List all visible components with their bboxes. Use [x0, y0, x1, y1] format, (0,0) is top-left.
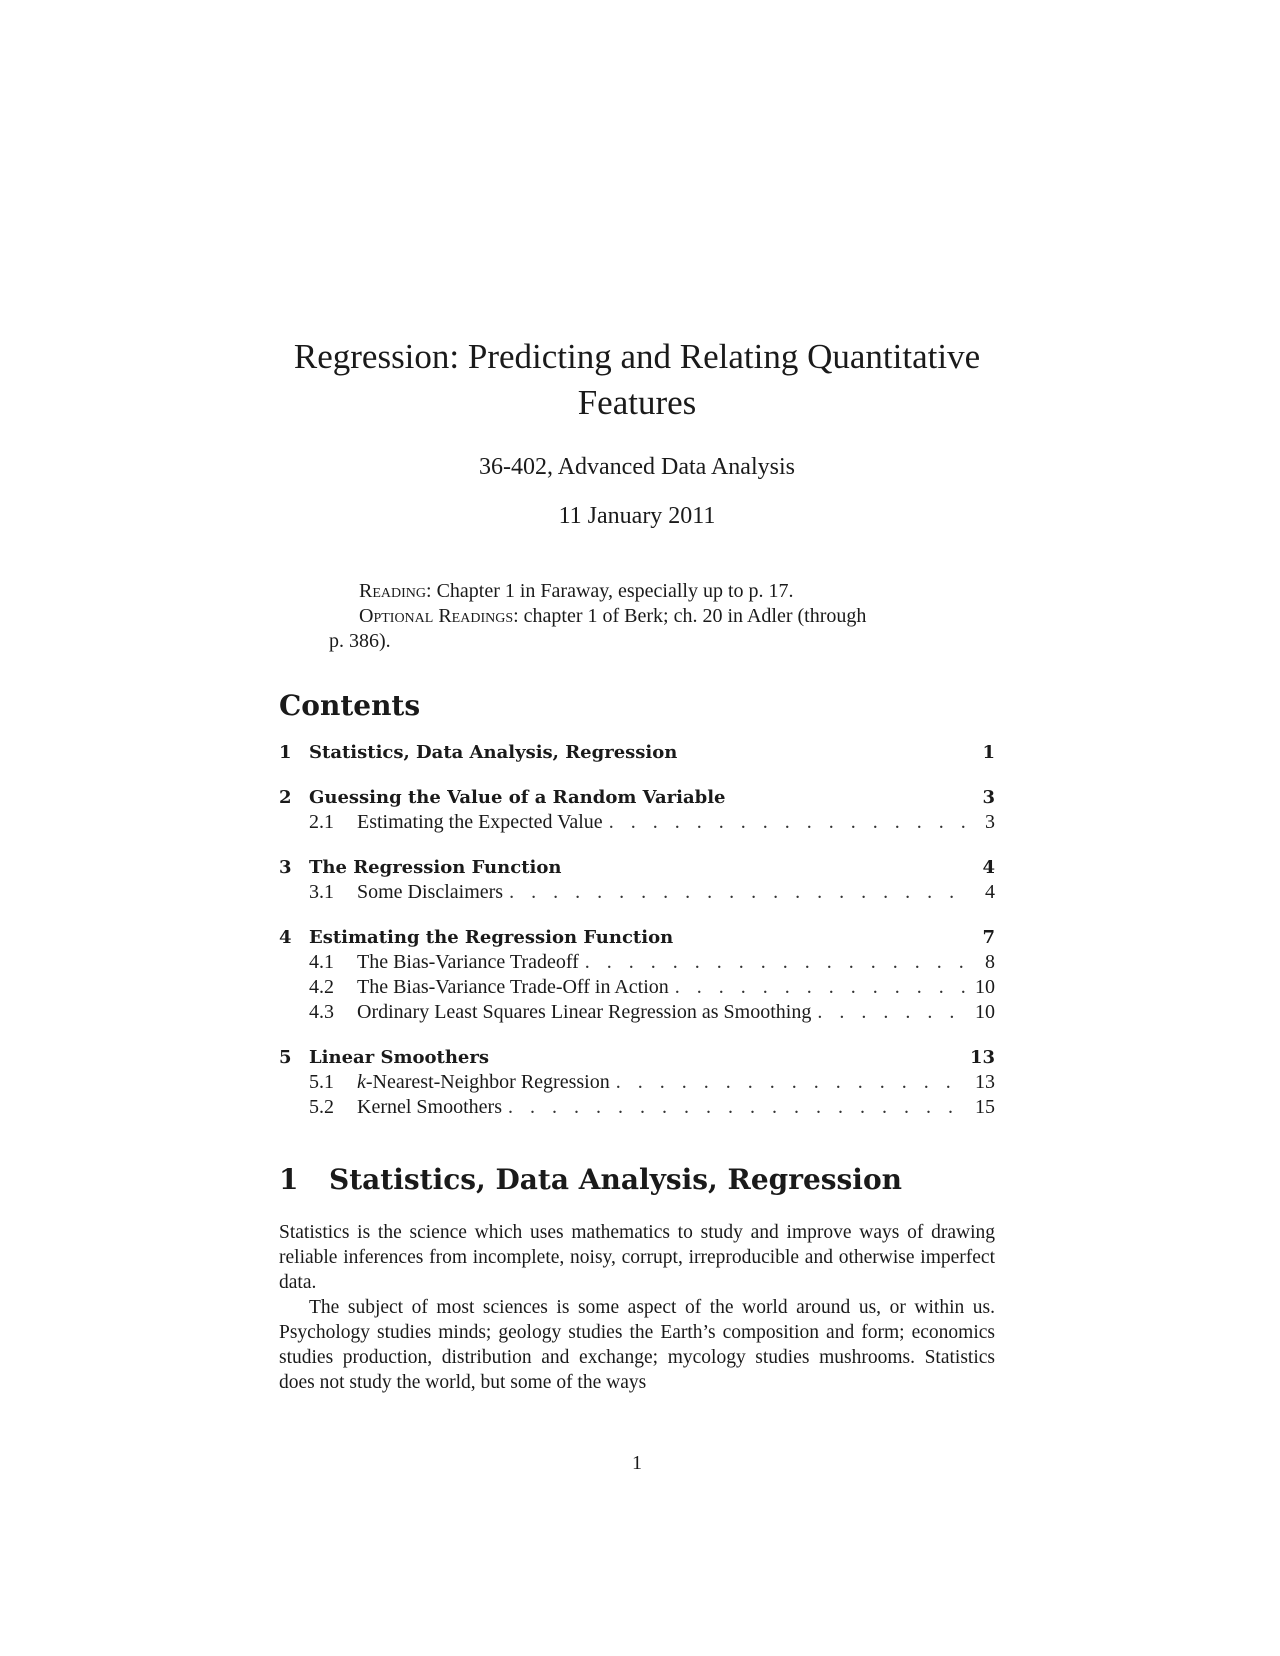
toc-entry-page: 8: [985, 951, 995, 973]
toc-entry-number: 2.1: [309, 811, 334, 833]
optional-reading-line: [329, 604, 989, 629]
optional-reading-label: Optional Readings:: [359, 605, 519, 627]
toc-entry-page: 10: [975, 976, 995, 998]
optional-reading-text: chapter 1 of Berk; ch. 20 in Adler (through: [523, 605, 867, 627]
toc-leader-dots: [508, 1095, 967, 1120]
toc-entry-subsection[interactable]: [279, 975, 995, 1000]
toc-entry-page: 4: [982, 857, 995, 878]
toc-entry-section[interactable]: [279, 925, 995, 950]
toc-entry-label: Kernel Smoothers: [357, 1096, 502, 1118]
optional-reading-continued: p. 386).: [329, 630, 391, 652]
toc-group: [279, 1045, 995, 1120]
toc-entry-number: 3.1: [309, 881, 334, 903]
toc-entry-number: 1: [279, 742, 292, 763]
toc-entry-page: 13: [975, 1071, 995, 1093]
contents-heading: Contents: [279, 689, 421, 722]
toc-group: [279, 855, 995, 905]
toc-leader-dots: [616, 1070, 967, 1095]
toc-entry-number: 4.3: [309, 1001, 334, 1023]
page-number: 1: [632, 1452, 642, 1474]
title-line-2: Features: [577, 383, 697, 422]
document-page: [279, 0, 995, 1656]
toc-entry-subsection[interactable]: [279, 810, 995, 835]
section-heading: [279, 1163, 902, 1196]
course-name: 36-402, Advanced Data Analysis: [479, 454, 795, 480]
toc-entry-label: Estimating the Expected Value: [357, 811, 603, 833]
toc-entry-page: 3: [985, 811, 995, 833]
toc-entry-label: The Bias-Variance Trade-Off in Action: [357, 976, 669, 998]
toc-entry-label: Some Disclaimers: [357, 881, 504, 903]
reading-line: [329, 579, 989, 604]
toc-entry-section[interactable]: [279, 785, 995, 810]
toc-leader-dots: [817, 1000, 967, 1025]
toc-entry-label: Linear Smoothers: [309, 1047, 489, 1068]
toc-group: [279, 740, 995, 765]
title-line-1: Regression: Predicting and Relating Quantitative: [293, 337, 981, 376]
toc-leader-dots: [509, 880, 967, 905]
toc-entry-page: 3: [982, 787, 995, 808]
document-title: [279, 334, 995, 426]
toc-entry-page: 4: [985, 881, 995, 903]
toc-entry-number: 4.2: [309, 976, 334, 998]
toc-entry-page: 7: [982, 927, 995, 948]
document-date: 11 January 2011: [558, 503, 716, 529]
toc-entry-section[interactable]: [279, 1045, 995, 1070]
toc-entry-page: 15: [975, 1096, 995, 1118]
toc-entry-number: 4.1: [309, 951, 334, 973]
table-of-contents: [279, 740, 995, 1140]
toc-entry-label: The Regression Function: [309, 857, 562, 878]
toc-entry-label: The Bias-Variance Tradeoff: [357, 951, 579, 973]
toc-entry-number: 3: [279, 857, 292, 878]
toc-leader-dots: [675, 975, 967, 1000]
toc-entry-number: 5: [279, 1047, 292, 1068]
paragraph: Statistics is the science which uses mathematics to study and improve ways of drawing reliable inferences from incomplete, noisy, corrupt, irreproducible and otherwise imperfect data.: [279, 1222, 995, 1293]
toc-entry-page: 13: [969, 1047, 995, 1068]
toc-entry-section[interactable]: [279, 855, 995, 880]
toc-entry-section[interactable]: [279, 740, 995, 765]
reading-block: [329, 579, 989, 654]
toc-entry-subsection[interactable]: [279, 880, 995, 905]
toc-group: [279, 925, 995, 1025]
toc-entry-label: k-Nearest-Neighbor Regression: [357, 1071, 610, 1093]
toc-entry-label: Statistics, Data Analysis, Regression: [309, 742, 678, 763]
toc-entry-number: 5.2: [309, 1096, 334, 1118]
toc-leader-dots: [585, 950, 967, 975]
section-number: 1: [279, 1163, 299, 1196]
reading-text: Chapter 1 in Faraway, especially up to p. 17.: [436, 580, 794, 602]
toc-entry-label: Guessing the Value of a Random Variable: [309, 787, 726, 808]
section-body: [279, 1220, 995, 1395]
toc-entry-subsection[interactable]: [279, 1095, 995, 1120]
toc-entry-label: Ordinary Least Squares Linear Regression as Smoothing: [357, 1001, 812, 1023]
toc-entry-page: 10: [975, 1001, 995, 1023]
toc-leader-dots: [609, 810, 967, 835]
toc-entry-subsection[interactable]: [279, 1000, 995, 1025]
paragraph: The subject of most sciences is some aspect of the world around us, or within us. Psychology studies minds; geology studies the Earth’s composition and form; economics studies production, distribution and exchange; mycology studies mushrooms. Statistics does not study the world, but some of the ways: [279, 1297, 995, 1393]
reading-label: Reading:: [359, 580, 432, 602]
toc-entry-page: 1: [982, 742, 995, 763]
toc-entry-label: Estimating the Regression Function: [309, 927, 674, 948]
toc-entry-subsection[interactable]: [279, 1070, 995, 1095]
toc-group: [279, 785, 995, 835]
toc-entry-number: 5.1: [309, 1071, 334, 1093]
toc-entry-number: 2: [279, 787, 292, 808]
section-title: Statistics, Data Analysis, Regression: [329, 1163, 902, 1196]
toc-entry-number: 4: [279, 927, 292, 948]
toc-entry-subsection[interactable]: [279, 950, 995, 975]
